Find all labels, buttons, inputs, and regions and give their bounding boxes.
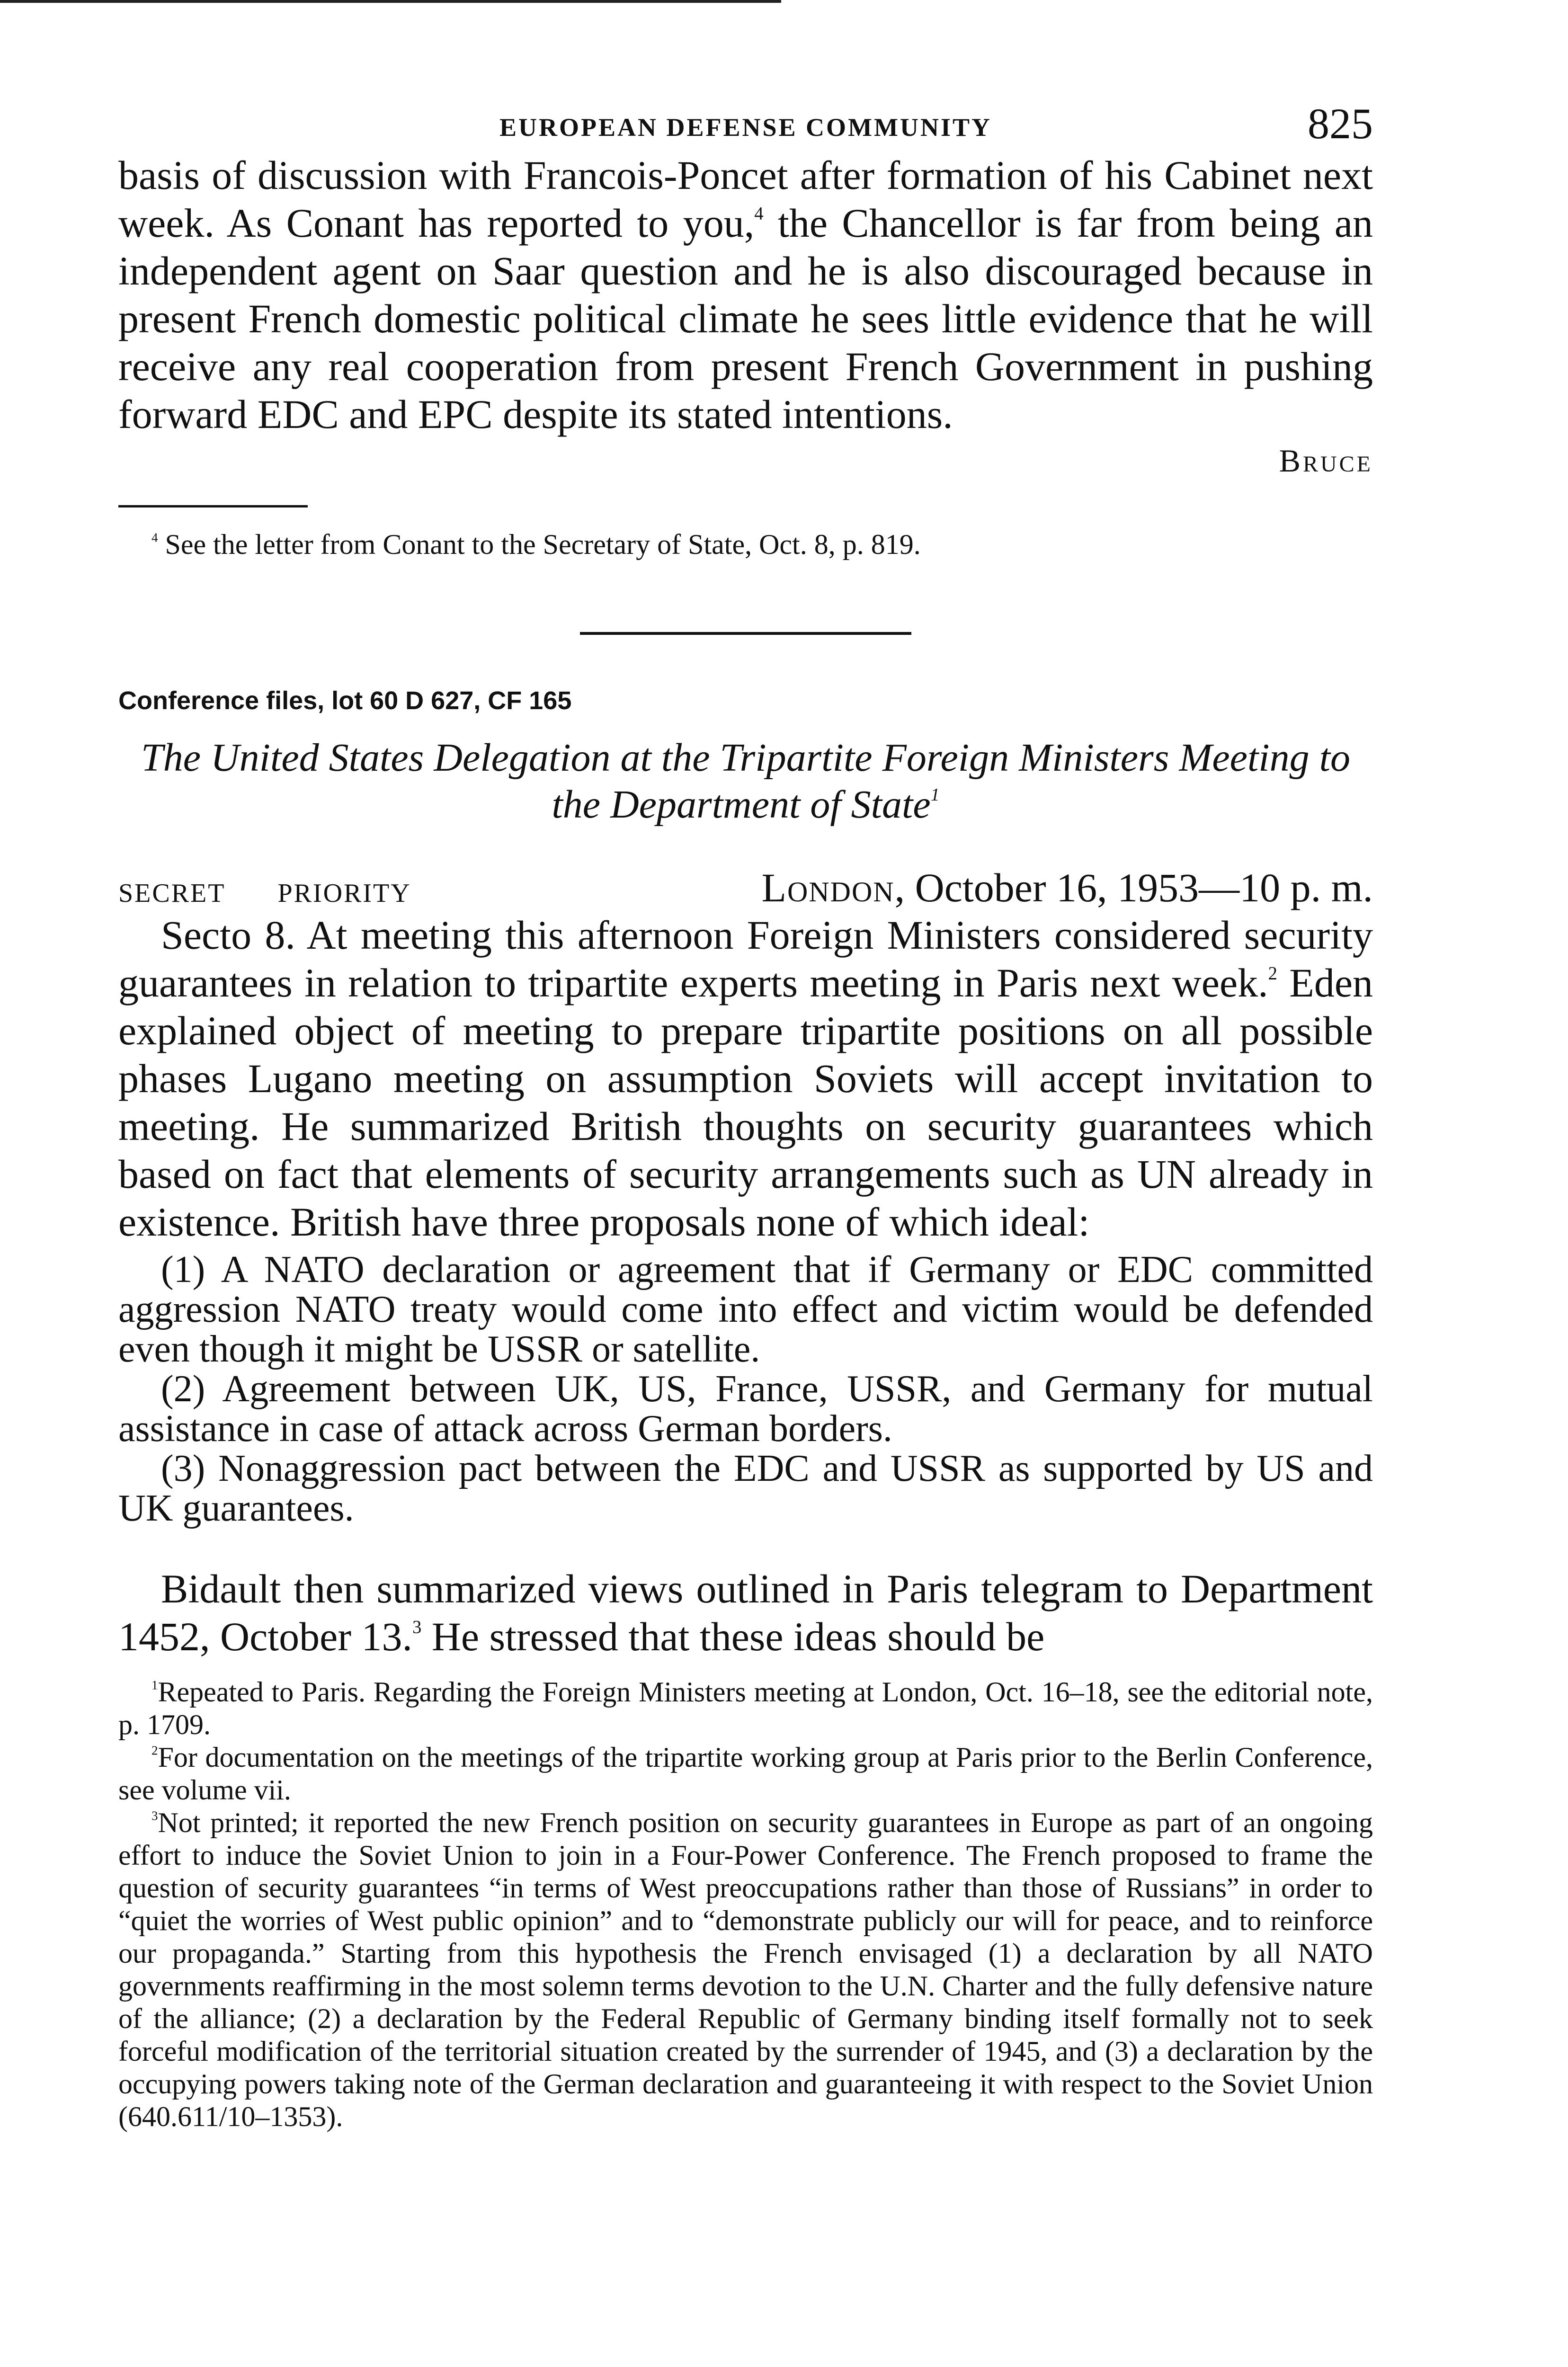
top-edge-rule xyxy=(0,0,781,3)
place-date xyxy=(761,864,1373,911)
footnote-marker: 3 xyxy=(151,1808,158,1823)
paragraph-2 xyxy=(118,1565,1373,1661)
footnote-ref-3: 3 xyxy=(412,1617,422,1637)
footnote-marker: 4 xyxy=(151,530,158,545)
paragraph-1-text-start: Secto 8. At meeting this afternoon Foreign Ministers considered security guarantees in relation to tripartite experts meeting in Paris next week. xyxy=(118,912,1373,1006)
footnote-1 xyxy=(118,1676,1373,1741)
document-title-text: The United States Delegation at the Tripartite Foreign Ministers Meeting to the Department of State xyxy=(141,736,1350,827)
priority: PRIORITY xyxy=(277,879,411,908)
document-title xyxy=(118,734,1373,828)
page-number: 825 xyxy=(1308,99,1373,148)
proposal-item: (3) Nonaggression pact between the EDC and USSR as supported by US and UK guarantees. xyxy=(118,1448,1373,1529)
date: , October 16, 1953—10 p. m. xyxy=(894,865,1373,910)
continuation-text-start: basis of discussion with Francois-Poncet after formation of his Cabinet next week. As Conant has reported to you, xyxy=(118,152,1373,246)
footnote-3 xyxy=(118,1806,1373,2133)
running-head: EUROPEAN DEFENSE COMMUNITY xyxy=(499,113,992,142)
section-divider xyxy=(580,632,911,635)
classification: SECRET xyxy=(118,879,226,908)
place: London xyxy=(761,865,895,910)
paragraph-2-text-start: Bidault then summarized views outlined in Paris telegram to Department 1452, October 13. xyxy=(118,1566,1373,1659)
footnote-marker: 1 xyxy=(151,1678,158,1692)
footnote-text: Not printed; it reported the new French position on security guarantees in Europe as part of an ongoing effort to induce the Soviet Union to join in a Four-Power Conference. The French proposed to frame the question of security guarantees “in terms of West preoccupations rather than those of Russians” in order to “quiet the worries of West public opinion” and to “demonstrate publicly our will for peace, and to reinforce our propaganda.” Starting from this hypothesis the French envisaged (1) a declaration by all NATO governments reaffirming in the most solemn terms devotion to the U.N. Charter and the fully defensive nature of the alliance; (2) a declaration by the Federal Republic of Germany binding itself formally not to seek forceful modification of the territorial situation created by the surrender of 1945, and (3) a declaration by the occupying powers taking note of the German declaration and guaranteeing it with respect to the Soviet Union (640.611/10–1353). xyxy=(118,1807,1373,2132)
footnote-text: See the letter from Conant to the Secretary of State, Oct. 8, p. 819. xyxy=(158,529,921,560)
paragraph-2-text-end: He stressed that these ideas should be xyxy=(421,1614,1045,1659)
proposal-item: (2) Agreement between UK, US, France, USSR, and Germany for mutual assistance in case of attack across German borders. xyxy=(118,1368,1373,1450)
classification-line xyxy=(118,878,411,908)
footnote-text: For documentation on the meetings of the tripartite working group at Paris prior to the Berlin Conference, see volume vii. xyxy=(118,1742,1373,1806)
signature: Bruce xyxy=(1279,443,1373,479)
continuation-paragraph xyxy=(118,151,1373,438)
paragraph-1 xyxy=(118,911,1373,1246)
document-page xyxy=(118,95,1373,2133)
footnote-rule xyxy=(118,505,308,507)
footnote-text: Repeated to Paris. Regarding the Foreign Ministers meeting at London, Oct. 16–18, see the editorial note, p. 1709. xyxy=(118,1676,1373,1740)
footnote-marker: 2 xyxy=(151,1743,158,1758)
dateline xyxy=(118,864,1373,911)
proposals-list xyxy=(118,1250,1373,1528)
footnote-4 xyxy=(118,528,1373,561)
footnote-ref-4: 4 xyxy=(754,204,764,224)
footnote-ref-1: 1 xyxy=(930,785,940,805)
paragraph-1-text-end: Eden explained object of meeting to prepare tripartite positions on all possible phases Lugano meeting on assumption Soviets will accept invitation to meeting. He summarized British thoughts on security guarantees which based on fact that elements of security arrangements such as UN already in existence. British have three proposals none of which ideal: xyxy=(118,960,1373,1245)
proposal-item: (1) A NATO declaration or agreement that if Germany or EDC committed aggression NATO treaty would come into effect and victim would be defended even though it might be USSR or satellite. xyxy=(118,1249,1373,1370)
page-header xyxy=(118,95,1373,151)
continuation-text-end: the Chancellor is far from being an independent agent on Saar question and he is also discouraged because in present French domestic political climate he sees little evidence that he will receive any real cooperation from present French Government in pushing forward EDC and EPC despite its stated intentions. xyxy=(118,200,1373,437)
footnote-2 xyxy=(118,1741,1373,1806)
footnotes-block xyxy=(118,1676,1373,2133)
source-note: Conference files, lot 60 D 627, CF 165 xyxy=(118,686,572,715)
footnote-ref-2: 2 xyxy=(1268,963,1277,984)
